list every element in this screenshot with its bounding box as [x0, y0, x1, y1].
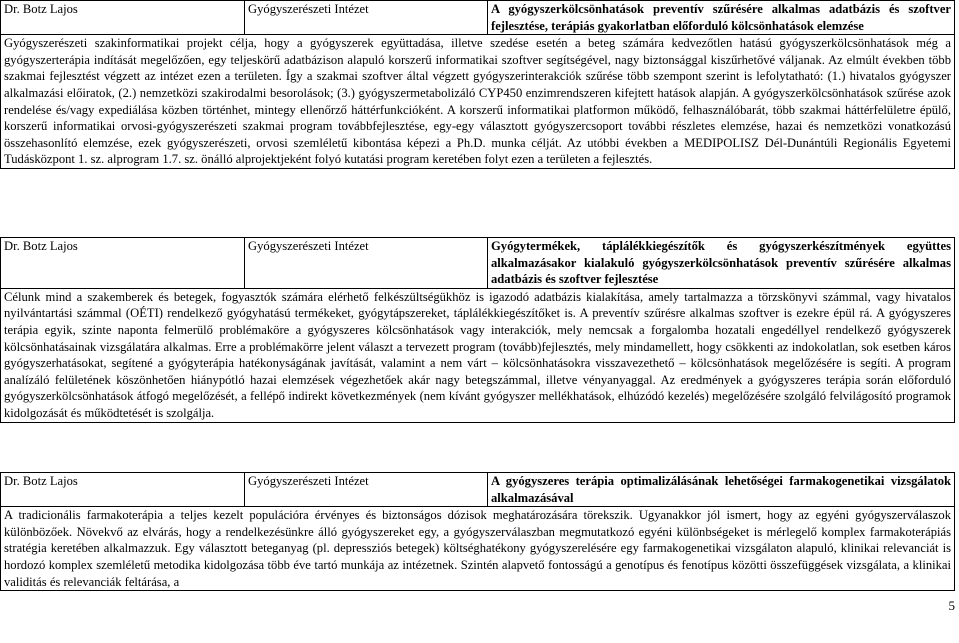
project-title: Gyógytermékek, táplálékkiegészítők és gyógyszerkészítmények együttes alkalmazásakor kialakuló gyógyszerkölcsönhatások preventív szűrésére alkalmas adatbázis és szoftver fejlesztése	[488, 238, 955, 289]
project-table-1	[0, 0, 955, 169]
project-description: Gyógyszerészeti szakinformatikai projekt célja, hogy a gyógyszerek együttadása, illetve szedése esetén a beteg számára kedvezőtlen hatású gyógyszerkölcsönhatások még a gyógyszerterápia indítását megelőzően, egy teljeskörű adatbázison alapuló korszerű informatikai szoftver segítségével, nagy biztonsággal kiszűrhetővé váljanak. Az elmúlt években több szakmai fejlesztést végzett az intézet ezen a területen. Így a szakmai szoftver által végzett gyógyszerinterakciók szűrése több szempont szerint is lefolytatható: (1.) hivatalos gyógyszer alkalmazási előiratok, (2.) nemzetközi szakirodalmi besorolások; (3.) gyógyszermetabolizáló CYP450 enzimrendszeren kifejtett hatások alapján. A gyógyszerkölcsönhatások szűrése azok rendelése és/vagy expediálása közben történhet, mintegy ellenőrző háttérfunkcióként. A korszerű informatikai platformon működő, felhasználóbarát, több szakmai háttérfelületre épülő, korszerű informatikai orvosi-gyógyszerészeti szakmai program továbbfejlesztése, egy-egy választott gyógyszercsoport további részletes elemzése, hazai és nemzetközi vonatkozású összehasonlító elemzése, ezek gyógyszerészeti, orvosi szemléletű kibontása képezi a Ph.D. munka célját. Az utóbbi években a MEDIPOLISZ Dél-Dunántúli Regionális Egyetemi Tudásközpont 1. sz. alprogram 1.7. sz. önálló alprojektjeként folyó kutatási program keretében folyt ezen a területen a fejlesztés.	[1, 35, 955, 169]
project-body-row	[1, 35, 955, 169]
project-table-3	[0, 472, 955, 591]
project-description: Célunk mind a szakemberek és betegek, fogyasztók számára elérhető felkészültségükhöz is igazodó adatbázis kialakítása, amely tartalmazza a törzskönyvi számmal, vagy hivatalos nyilvántartási számmal (OÉTI) rendelkező gyógyhatású termékeket, gyógytápszereket, táplálékkiegészítőket is. A preventív szűrésre alkalmas szoftver is ezekre épül rá. A gyógyszeres terápia egyik, szinte naponta felmerülő problémaköre a gyógyszeres kölcsönhatások vagy interakciók, mely nemcsak a forgalomba hozatali engedéllyel rendelkező gyógyszerek kölcsönhatásainak vizsgálatára alkalmas. Erre a problémakörre jelent választ a tervezett program (tovább)fejlesztés, mely mindamellett, hogy csökkenti az indokolatlan, sok esetben káros gyógyszerhatásokat, segítené a gyógyterápia hatékonyságának javítását, valamint a nem várt – kölcsönhatásokra visszavezethető – kölcsönhatások megelőzésére is segíti. A program analízáló felületének köszönhetően hiánypótló hazai elemzések végezhetőek akár nagy betegszámmal, illetve vényanyaggal. Az eredmények a gyógyszeres terápia során előforduló gyógyszerkölcsönhatások átfogó megelőzését, a fellépő indirekt következmények (nem kívánt gyógyszer mellékhatások, elhúzódó kezelés) megelőzésére szolgáló felvilágosító programok kidolgozását és működtetését is szolgálja.	[1, 288, 955, 422]
project-author: Dr. Botz Lajos	[1, 473, 245, 507]
project-institute: Gyógyszerészeti Intézet	[245, 473, 488, 507]
project-header-row	[1, 238, 955, 289]
project-body-row	[1, 507, 955, 591]
project-title: A gyógyszeres terápia optimalizálásának lehetőségei farmakogenetikai vizsgálatok alkalmazásával	[488, 473, 955, 507]
page-number: 5	[948, 598, 955, 613]
project-table-2	[0, 237, 955, 423]
project-header-row	[1, 1, 955, 35]
project-institute: Gyógyszerészeti Intézet	[245, 1, 488, 35]
project-title: A gyógyszerkölcsönhatások preventív szűrésére alkalmas adatbázis és szoftver fejlesztése, terápiás gyakorlatban előforduló kölcsönhatások elemzése	[488, 1, 955, 35]
project-body-row	[1, 288, 955, 422]
project-institute: Gyógyszerészeti Intézet	[245, 238, 488, 289]
project-author: Dr. Botz Lajos	[1, 238, 245, 289]
project-header-row	[1, 473, 955, 507]
project-author: Dr. Botz Lajos	[1, 1, 245, 35]
project-description: A tradicionális farmakoterápia a teljes kezelt populációra érvényes és biztonságos dózisok meghatározására törekszik. Ugyanakkor jól ismert, hogy az egyéni gyógyszerválaszok különbözőek. Növekvő az elvárás, hogy a rendelkezésünkre álló gyógyszereket egy, a gyógyszerválaszban megmutatkozó egyéni különbségeket is mérlegelő komplex farmakoterápiás stratégia keretében alkalmazzuk. Egy választott beteganyag (pl. depressziós betegek) költséghatékony gyógyszerelésére egy farmakogenetikai vizsgálaton alapuló, klinikai relevanciát is hordozó komplex szemléletű metodika kidolgozása több éve tartó munkája az intézetnek. Szintén alapvető fontosságú a genotípus és fenotípus közötti összefüggések vizsgálata, a klinikai validitás és relevanciák feltárása, a	[1, 507, 955, 591]
